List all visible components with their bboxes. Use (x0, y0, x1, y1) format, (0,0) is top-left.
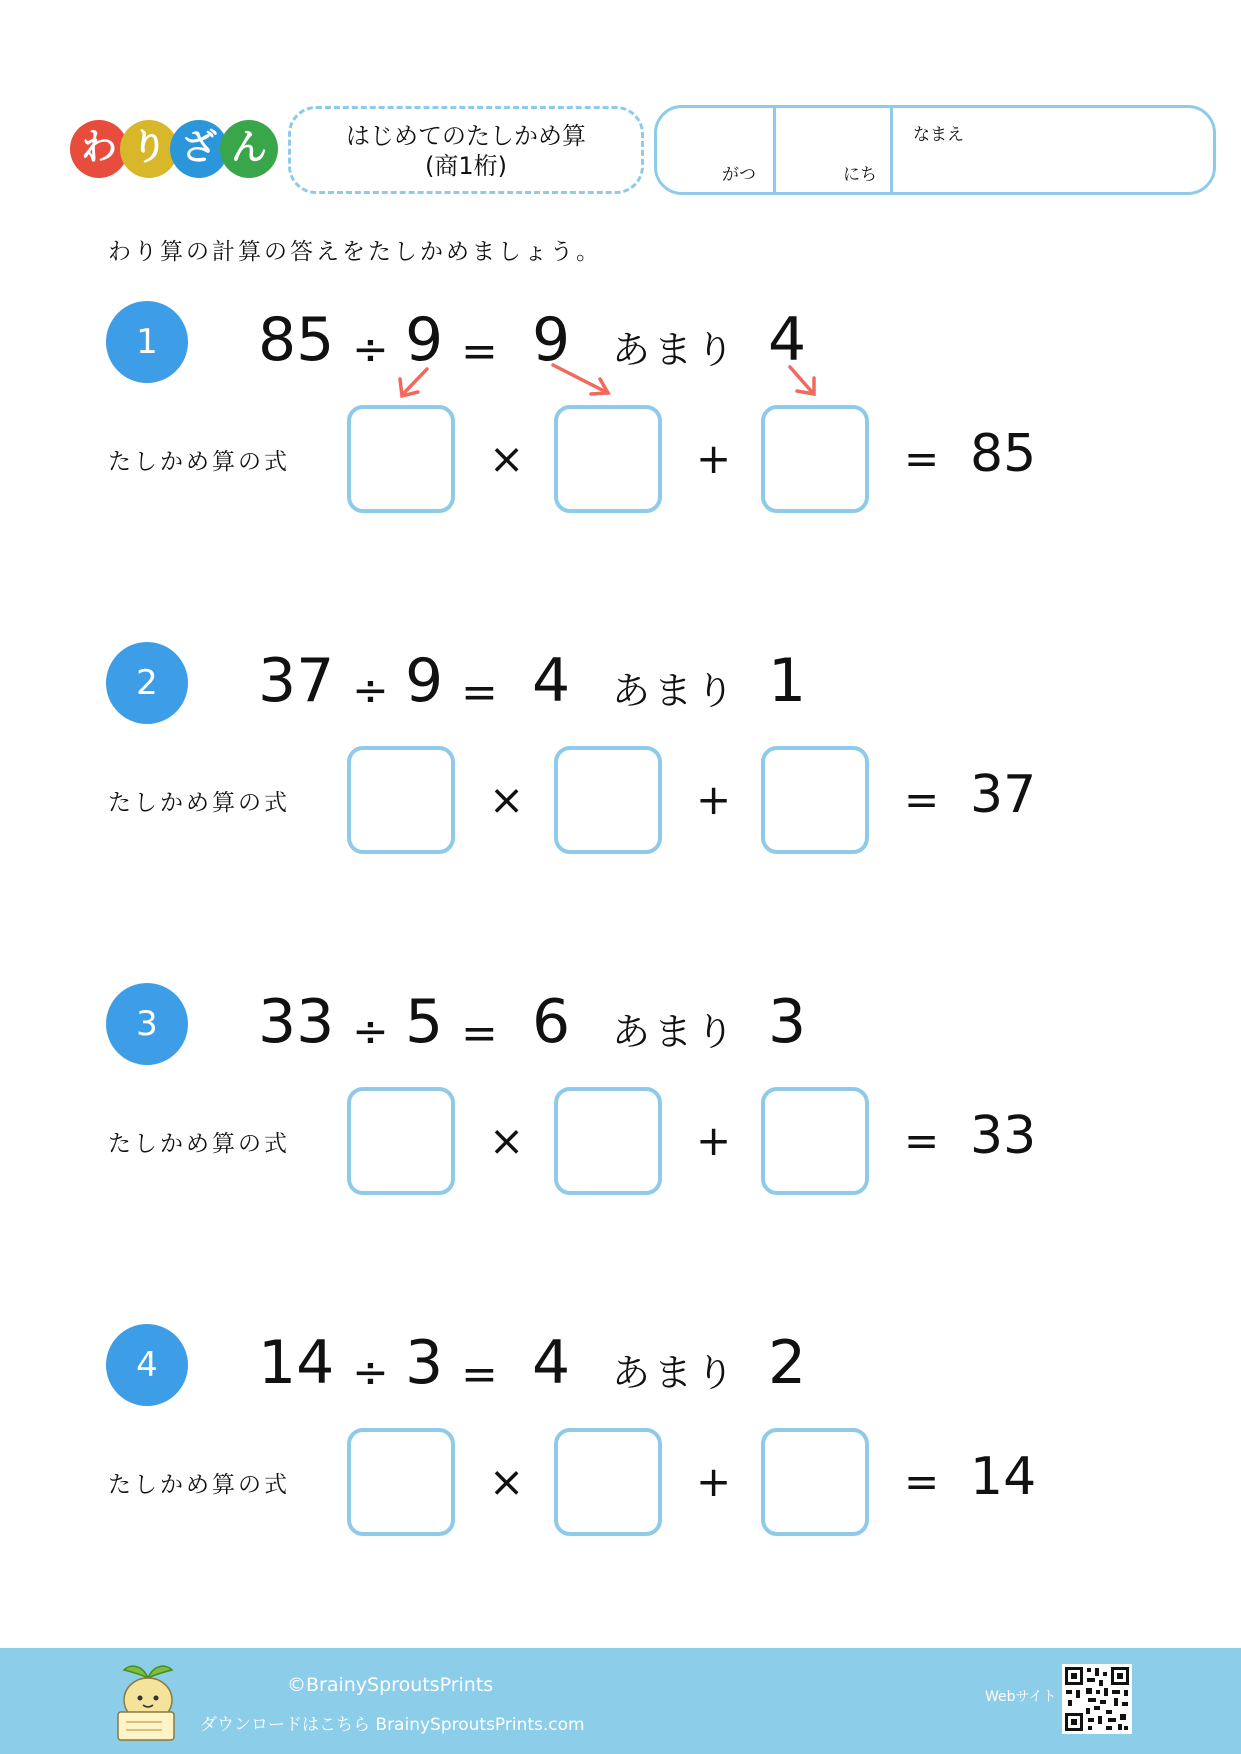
sprout-mascot-icon (112, 1660, 184, 1744)
check-formula-label: たしかめ算の式 (108, 1131, 290, 1157)
answer-box-remainder[interactable] (761, 405, 869, 513)
answer-box-divisor[interactable] (347, 1087, 455, 1195)
day-divider (890, 108, 893, 192)
check-result: 14 (970, 1447, 1037, 1507)
equals-sign: = (904, 1457, 940, 1506)
divide-sign: ÷ (352, 1347, 389, 1398)
dividend: 37 (258, 646, 335, 716)
check-formula-label: たしかめ算の式 (108, 790, 290, 816)
answer-box-remainder[interactable] (761, 1428, 869, 1536)
quotient: 6 (532, 987, 571, 1057)
quotient: 4 (532, 1328, 571, 1398)
remainder: 3 (768, 987, 807, 1057)
plus-sign: + (696, 775, 732, 824)
logo-char-2: り (120, 120, 178, 178)
month-field[interactable]: がつ (722, 165, 756, 185)
date-name-box (654, 105, 1216, 195)
dividend: 14 (258, 1328, 335, 1398)
equals-sign: = (904, 775, 940, 824)
title-line-2: (商1桁) (425, 152, 507, 180)
equals-sign: = (461, 667, 498, 718)
plus-sign: + (696, 1116, 732, 1165)
times-sign: × (489, 434, 525, 483)
title-line-1: はじめてのたしかめ算 (346, 122, 586, 150)
day-field[interactable]: にち (843, 165, 877, 185)
problem-number: 1 (106, 301, 188, 383)
problem-number: 2 (106, 642, 188, 724)
remainder-label: あまり (612, 1010, 739, 1054)
arrow-divisor-to-box1 (404, 369, 427, 393)
problem-4 (0, 1324, 1241, 1554)
answer-box-quotient[interactable] (554, 1428, 662, 1536)
quotient: 9 (532, 305, 571, 375)
remainder: 4 (768, 305, 807, 375)
arrow-quotient-to-box2 (553, 365, 606, 392)
remainder: 2 (768, 1328, 807, 1398)
divisor: 3 (405, 1328, 444, 1398)
plus-sign: + (696, 434, 732, 483)
answer-box-remainder[interactable] (761, 746, 869, 854)
check-formula-label: たしかめ算の式 (108, 1472, 290, 1498)
problem-2 (0, 642, 1241, 872)
arrow-remainder-to-box3 (790, 367, 812, 392)
divisor: 9 (405, 305, 444, 375)
website-label: Webサイト (985, 1689, 1057, 1705)
remainder-label: あまり (612, 669, 739, 713)
equals-sign: = (904, 1116, 940, 1165)
logo-char-1: わ (70, 120, 128, 178)
answer-box-divisor[interactable] (347, 1428, 455, 1536)
check-result: 33 (970, 1106, 1037, 1166)
month-divider (773, 108, 776, 192)
dividend: 33 (258, 987, 335, 1057)
remainder: 1 (768, 646, 807, 716)
divide-sign: ÷ (352, 1006, 389, 1057)
check-result: 37 (970, 765, 1037, 825)
answer-box-remainder[interactable] (761, 1087, 869, 1195)
quotient: 4 (532, 646, 571, 716)
equals-sign: = (461, 1349, 498, 1400)
answer-box-divisor[interactable] (347, 746, 455, 854)
equals-sign: = (904, 434, 940, 483)
equals-sign: = (461, 1008, 498, 1059)
remainder-label: あまり (612, 1351, 739, 1395)
name-field[interactable]: なまえ (913, 125, 964, 145)
answer-box-quotient[interactable] (554, 405, 662, 513)
problem-3 (0, 983, 1241, 1213)
answer-box-quotient[interactable] (554, 1087, 662, 1195)
remainder-label: あまり (612, 328, 739, 372)
hint-arrows (0, 301, 1241, 411)
instruction-text: わり算の計算の答えをたしかめましょう。 (108, 239, 602, 265)
equals-sign: = (461, 326, 498, 377)
dividend: 85 (258, 305, 335, 375)
worksheet-title (288, 106, 644, 194)
check-result: 85 (970, 424, 1037, 484)
problem-1 (0, 301, 1241, 531)
download-link[interactable]: ダウンロードはこちら BrainySproutsPrints.com (200, 1715, 585, 1735)
plus-sign: + (696, 1457, 732, 1506)
divisor: 9 (405, 646, 444, 716)
answer-box-quotient[interactable] (554, 746, 662, 854)
times-sign: × (489, 1457, 525, 1506)
problem-number: 4 (106, 1324, 188, 1406)
divide-sign: ÷ (352, 324, 389, 375)
qr-code-icon[interactable] (1062, 1664, 1132, 1734)
divide-sign: ÷ (352, 665, 389, 716)
times-sign: × (489, 1116, 525, 1165)
footer (0, 1648, 1241, 1754)
times-sign: × (489, 775, 525, 824)
copyright-text: ©BrainySproutsPrints (287, 1674, 494, 1696)
problem-number: 3 (106, 983, 188, 1065)
answer-box-divisor[interactable] (347, 405, 455, 513)
logo-char-3: ざ (170, 120, 228, 178)
logo-char-4: ん (220, 120, 278, 178)
divisor: 5 (405, 987, 444, 1057)
check-formula-label: たしかめ算の式 (108, 449, 290, 475)
